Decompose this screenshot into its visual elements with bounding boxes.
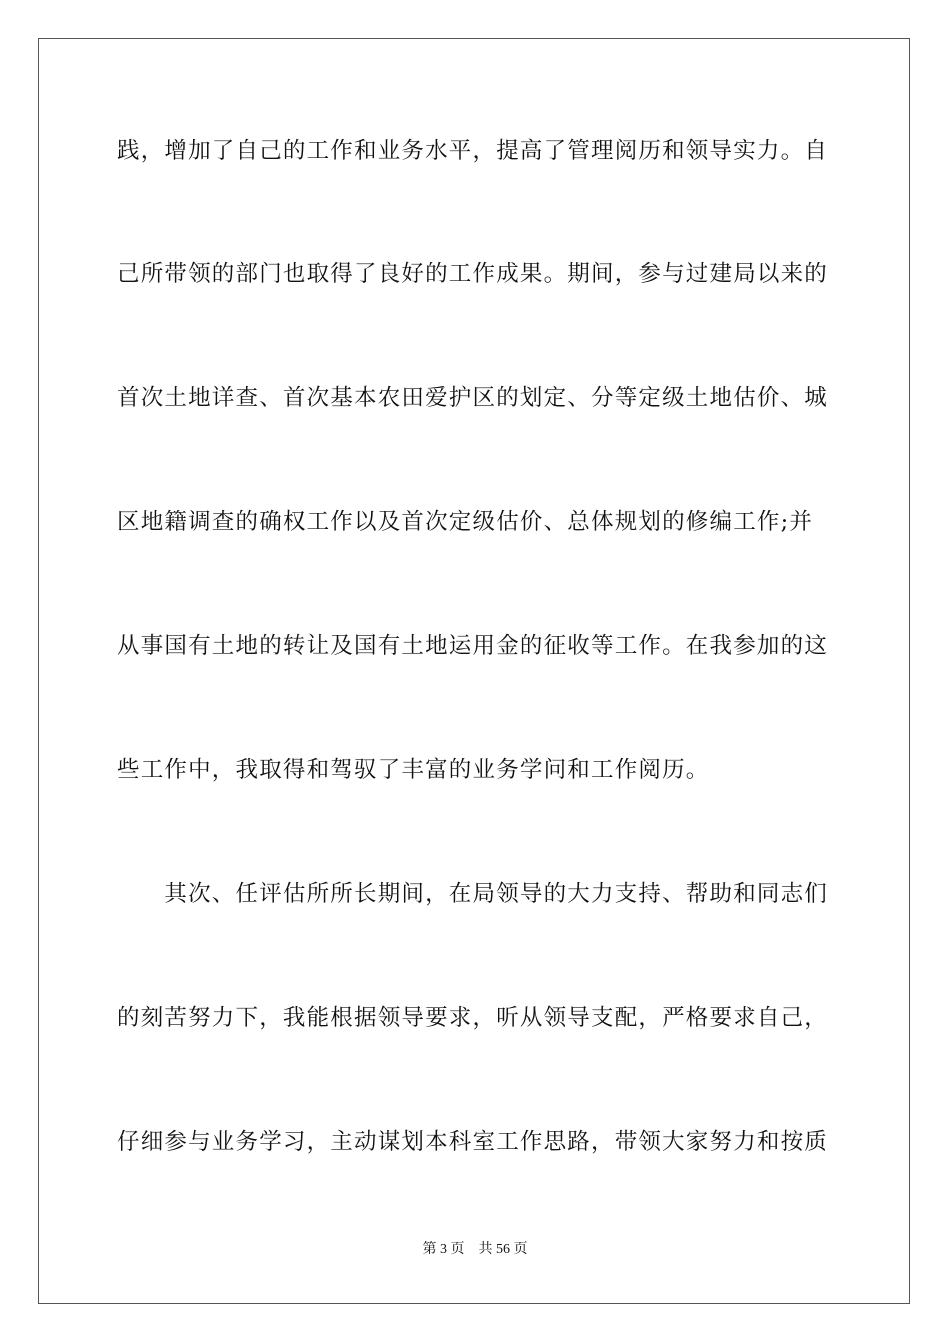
body-text-line-6: 些工作中，我取得和驾驭了丰富的业务学问和工作阅历。 <box>117 757 710 783</box>
page-footer <box>0 1240 950 1260</box>
body-text-line-4: 区地籍调查的确权工作以及首次定级估价、总体规划的修编工作;并 <box>117 509 814 535</box>
body-text-line-8: 的刻苦努力下，我能根据领导要求，听从领导支配，严格要求自己， <box>117 1005 829 1031</box>
body-text-line-5: 从事国有土地的转让及国有土地运用金的征收等工作。在我参加的这 <box>117 633 829 659</box>
page-border <box>38 38 910 1304</box>
body-text-line-1: 践，增加了自己的工作和业务水平，提高了管理阅历和领导实力。自 <box>117 138 829 164</box>
body-text-line-3: 首次土地详查、首次基本农田爱护区的划定、分等定级土地估价、城 <box>117 385 829 411</box>
total-pages: 共 56 页 <box>478 1242 528 1257</box>
body-text-line-9: 仔细参与业务学习，主动谋划本科室工作思路，带领大家努力和按质 <box>117 1129 829 1155</box>
body-text-line-7: 其次、任评估所所长期间，在局领导的大力支持、帮助和同志们 <box>117 881 829 907</box>
page-number: 第 3 页 <box>422 1242 465 1257</box>
body-text-line-2: 己所带领的部门也取得了良好的工作成果。期间，参与过建局以来的 <box>117 261 829 287</box>
